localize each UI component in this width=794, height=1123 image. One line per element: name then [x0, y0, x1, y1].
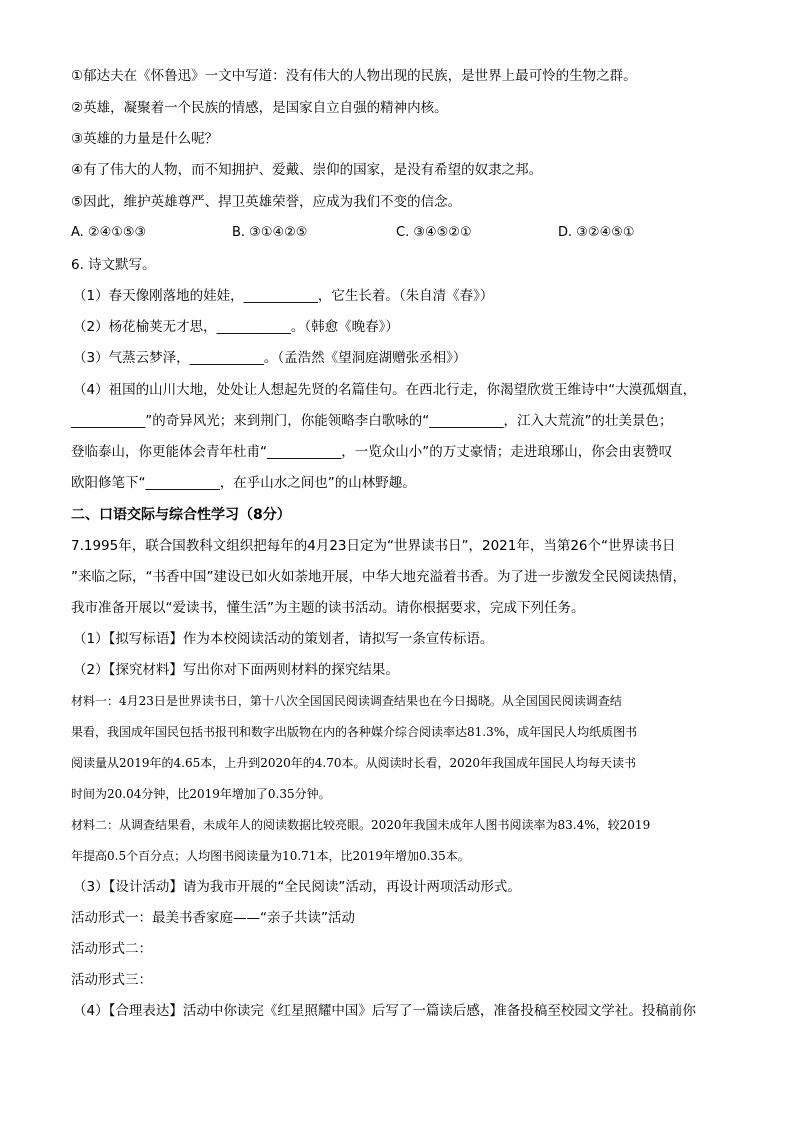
q7-task-1: （1）【拟写标语】作为本校阅读活动的策划者，请拟写一条宣传标语。 [73, 631, 494, 647]
statement-4: ④有了伟大的人物，而不知拥护、爱戴、崇仰的国家，是没有希望的奴隶之邦。 [71, 162, 543, 178]
option-b: B. ③①④②⑤ [232, 225, 308, 240]
q7-para-3: 我市准备开展以“爱读书，懂生活”为主题的读书活动。请你根据要求，完成下列任务。 [71, 600, 585, 616]
q7-task-4: （4）【合理表达】活动中你读完《红星照耀中国》后写了一篇读后感，准备投稿至校园文学社。投稿前你 [73, 1003, 696, 1019]
q7-para-2: ”来临之际，“书香中国”建设已如火如荼地开展，中华大地充溢着书香。为了进一步激发全民阅读热情， [71, 569, 686, 585]
material-2-line-1: 材料二：从调查结果看，未成年人的阅读数据比较亮眼。2020年我国未成年人图书阅读率为83.4%，较2019 [71, 818, 651, 832]
q7-task-3: （3）【设计活动】请为我市开展的“全民阅读”活动，再设计两项活动形式。 [73, 879, 521, 895]
q6-item-4d: 欧阳修笔下“___________，在乎山水之间也”的山林野趣。 [71, 475, 416, 491]
section-heading: 二、口语交际与综合性学习（8分） [71, 507, 291, 523]
q6-title: 6. 诗文默写。 [71, 257, 156, 273]
statement-5: ⑤因此，维护英雄尊严、捍卫英雄荣誉，应成为我们不变的信念。 [71, 194, 462, 210]
material-1-line-1: 材料一：4月23日是世界读书日，第十八次全国国民阅读调查结果也在今日揭晓。从全国国民阅读调查结 [71, 694, 622, 708]
option-d: D. ③②④⑤① [558, 225, 635, 240]
q6-item-3: （3）气蒸云梦泽，___________。（孟浩然《望洞庭湖赠张丞相》） [73, 350, 467, 366]
statement-1: ①郁达夫在《怀鲁迅》一文中写道：没有伟大的人物出现的民族，是世界上最可怜的生物之群。 [71, 68, 637, 84]
material-1-line-2: 果看，我国成年国民包括书报刊和数字出版物在内的各种媒介综合阅读率达81.3%，成年国民人均纸质图书 [71, 725, 638, 739]
material-1-line-4: 时间为20.04分钟，比2019年增加了0.35分钟。 [71, 787, 331, 801]
option-c: C. ③④⑤②① [396, 225, 472, 240]
activity-form-1: 活动形式一：最美书香家庭——“亲子共读”活动 [71, 910, 355, 926]
q6-item-4c: 登临泰山，你更能体会青年杜甫“___________，一览众山小”的万丈豪情；走进琅琊山，你会由衷赞叹 [71, 444, 673, 460]
option-a: A. ②④①⑤③ [71, 225, 147, 240]
statement-2: ②英雄，凝聚着一个民族的情感，是国家自立自强的精神内核。 [71, 100, 448, 116]
statement-3: ③英雄的力量是什么呢？ [71, 131, 219, 147]
activity-form-2: 活动形式二： [71, 941, 152, 957]
material-2-line-2: 年提高0.5个百分点；人均图书阅读量为10.71本，比2019年增加0.35本。 [71, 849, 470, 863]
q6-item-2: （2）杨花榆荚无才思，___________。（韩愈《晚春》） [73, 319, 399, 335]
material-1-line-3: 阅读量从2019年的4.65本，上升到2020年的4.70本。从阅读时长看，2020年我国成年国民人均每天读书 [71, 756, 637, 770]
q7-task-2: （2）【探究材料】写出你对下面两则材料的探究结果。 [73, 662, 399, 678]
q7-para-1: 7.1995年，联合国教科文组织把每年的4月23日定为“世界读书日”，2021年，当第26个“世界读书日 [71, 538, 676, 554]
q6-item-4b: ___________”的奇异风光；来到荆门，你能领略李白歌咏的“___________，江入大荒流”的壮美景色； [71, 413, 673, 429]
q6-item-1: （1）春天像刚落地的娃娃，___________，它生长着。（朱自清《春》） [73, 288, 494, 304]
q6-item-4a: （4）祖国的山川大地，处处让人想起先贤的名篇佳句。在西北行走，你渴望欣赏王维诗中“大漠孤烟直， [73, 382, 697, 398]
activity-form-3: 活动形式三： [71, 972, 152, 988]
